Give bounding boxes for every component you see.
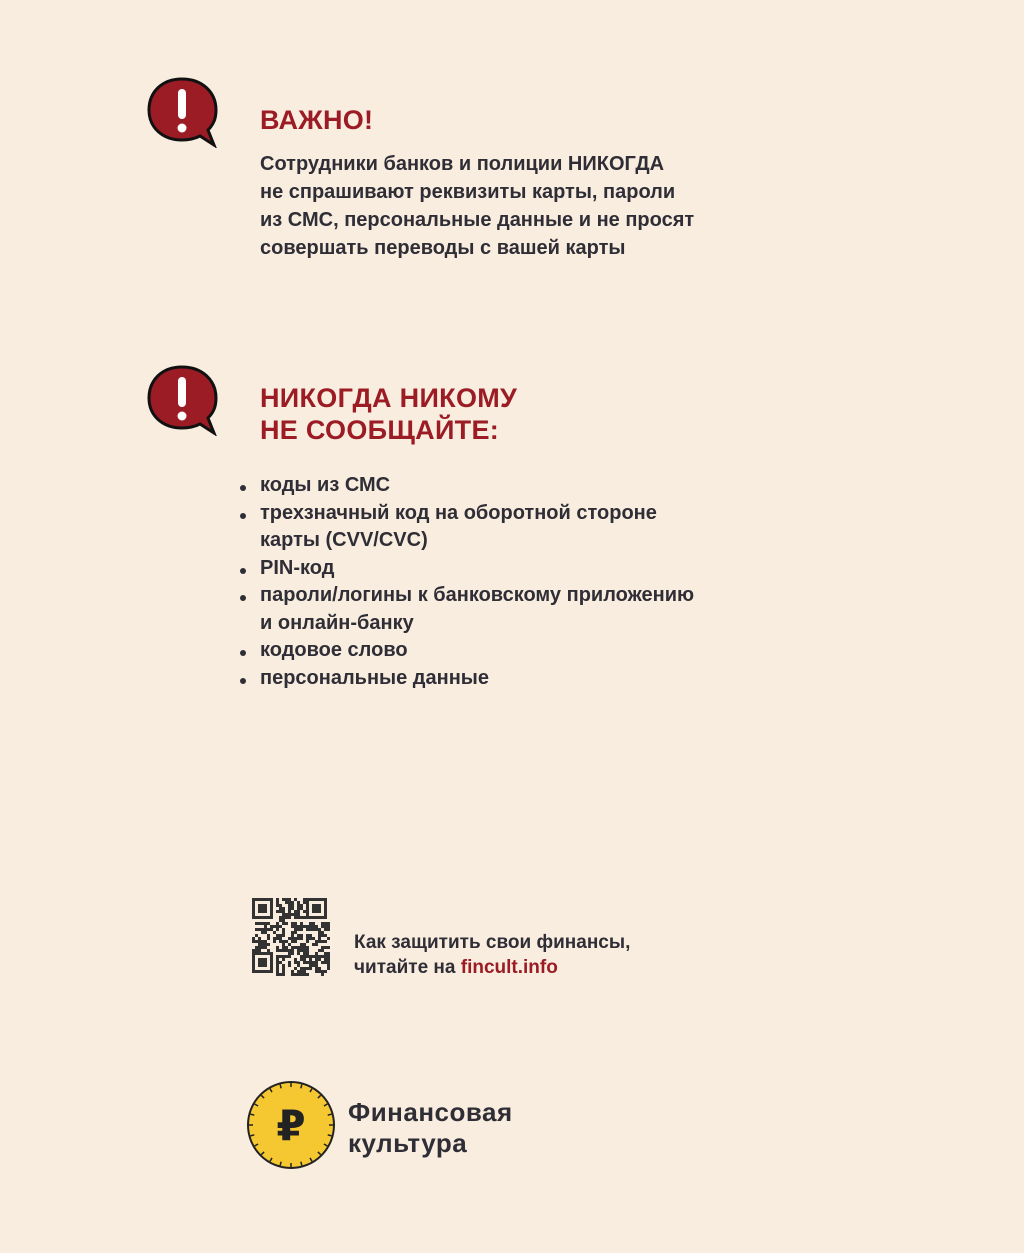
qr-code[interactable] <box>252 898 330 981</box>
list-item <box>260 472 694 500</box>
never-title <box>260 382 517 446</box>
exclamation-bubble-icon <box>146 364 222 441</box>
text-line: Сотрудники банков и полиции НИКОГДА <box>260 153 665 175</box>
list-item <box>260 500 694 555</box>
important-title: ВАЖНО! <box>260 105 374 135</box>
item-text: PIN-код <box>260 556 335 579</box>
important-text <box>260 150 694 262</box>
title-line: НИКОГДА НИКОМУ <box>260 383 518 413</box>
item-text: пароли/логины к банковскому приложению <box>260 584 695 606</box>
logo-line: Финансовая <box>348 1097 513 1127</box>
item-text: персональные данные <box>260 666 489 689</box>
caption-line: Как защитить свои финансы, <box>354 932 631 953</box>
title-line: НЕ СООБЩАЙТЕ: <box>260 415 500 445</box>
caption-line: читайте на <box>354 957 461 978</box>
svg-text:₽: ₽ <box>276 1101 306 1150</box>
exclamation-bubble-icon <box>146 76 222 153</box>
list-item <box>260 555 694 583</box>
list-item <box>260 665 694 693</box>
qr-caption <box>354 930 630 980</box>
text-line: из СМС, персональные данные и не просят <box>260 209 695 231</box>
logo-text <box>348 1097 513 1159</box>
item-text: кодовое слово <box>260 639 408 661</box>
ruble-coin-logo-icon <box>245 1079 337 1176</box>
text-line: не спрашивают реквизиты карты, пароли <box>260 181 676 203</box>
list-item <box>260 582 694 637</box>
item-text: коды из СМС <box>260 474 391 496</box>
list-item <box>260 637 694 665</box>
item-text: карты (CVV/CVC) <box>260 529 428 551</box>
never-list <box>260 472 694 692</box>
item-text: и онлайн-банку <box>260 611 414 634</box>
fincult-link[interactable]: fincult.info <box>460 957 558 978</box>
item-text: трехзначный код на оборотной стороне <box>260 501 657 524</box>
text-line: совершать переводы с вашей карты <box>260 237 626 259</box>
logo-line: культура <box>348 1128 468 1158</box>
